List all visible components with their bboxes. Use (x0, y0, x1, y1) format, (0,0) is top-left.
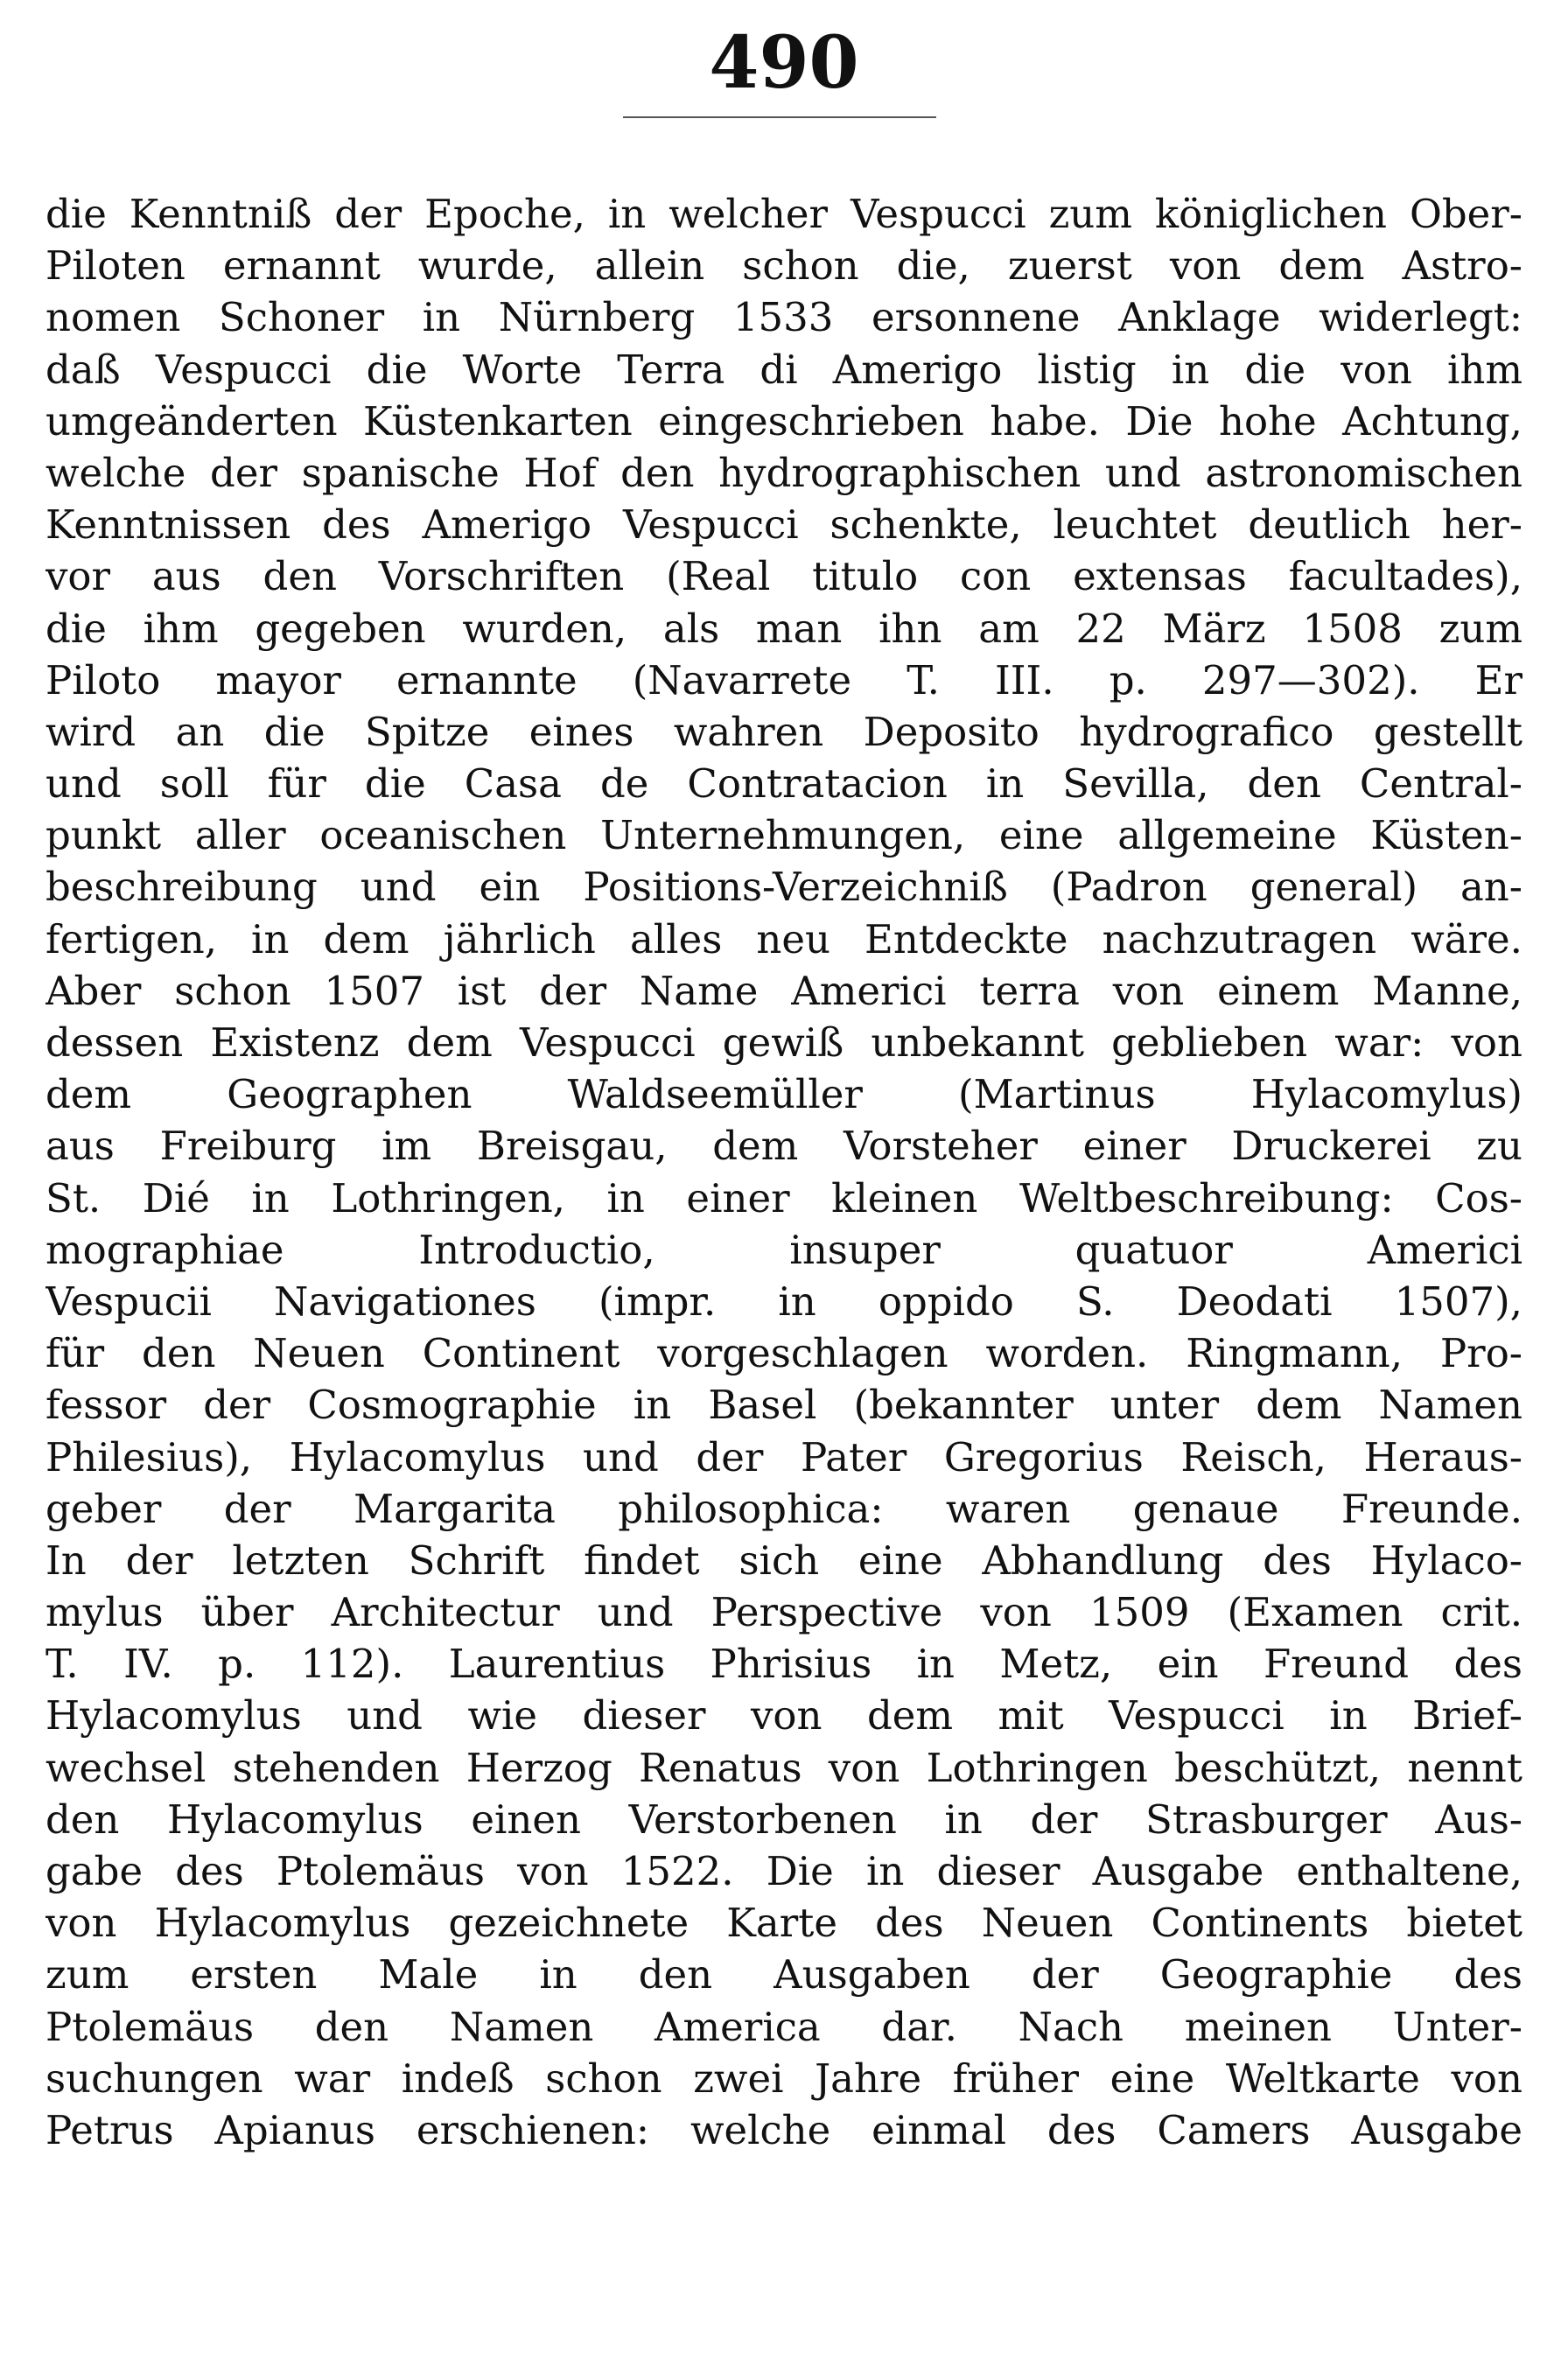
text-line: In der letzten Schrift findet sich eine Abhandlung des Hylaco- (46, 1536, 1522, 1584)
text-line: Petrus Apianus erschienen: welche einmal des Camers Ausgabe (46, 2106, 1522, 2153)
text-line: dessen Existenz dem Vespucci gewiß unbekannt geblieben war: von (46, 1019, 1522, 1066)
text-line: gabe des Ptolemäus von 1522. Die in dieser Ausgabe enthaltene, (46, 1848, 1522, 1894)
text-line: wechsel stehenden Herzog Renatus von Lothringen beschützt, nennt (46, 1744, 1522, 1791)
text-line: welche der spanische Hof den hydrographischen und astronomischen (46, 449, 1522, 496)
text-line: fertigen, in dem jährlich alles neu Entdeckte nachzutragen wäre. (46, 915, 1522, 962)
text-line: für den Neuen Continent vorgeschlagen worden. Ringmann, Pro- (46, 1330, 1522, 1377)
text-line: dem Geographen Waldseemüller (Martinus Hylacomylus) (46, 1071, 1522, 1118)
text-line: nomen Schoner in Nürnberg 1533 ersonnene Anklage widerlegt: (46, 294, 1522, 341)
text-line: Kenntnissen des Amerigo Vespucci schenkte, leuchtet deutlich her- (46, 501, 1522, 549)
text-line: suchungen war indeß schon zwei Jahre früher eine Weltkarte von (46, 2054, 1522, 2102)
text-line: zum ersten Male in den Ausgaben der Geographie des (46, 1951, 1522, 1998)
text-line: St. Dié in Lothringen, in einer kleinen Weltbeschreibung: Cos- (46, 1174, 1522, 1222)
page-number: 490 (709, 21, 859, 105)
text-line: mylus über Architectur und Perspective von 1509 (Examen crit. (46, 1589, 1522, 1636)
text-line: aus Freiburg im Breisgau, dem Vorsteher einer Druckerei zu (46, 1123, 1522, 1170)
text-line: Hylacomylus und wie dieser von dem mit Vespucci in Brief- (46, 1692, 1522, 1740)
text-line: beschreibung und ein Positions-Verzeichniß (Padron general) an- (46, 864, 1522, 911)
text-line: mographiae Introductio, insuper quatuor Americi (46, 1226, 1522, 1273)
text-line: Philesius), Hylacomylus und der Pater Gregorius Reisch, Heraus- (46, 1433, 1522, 1480)
body-text (46, 188, 1522, 2156)
text-line: die Kenntniß der Epoche, in welcher Vespucci zum königlichen Ober- (46, 191, 1522, 237)
text-line: daß Vespucci die Worte Terra di Amerigo listig in die von ihm (46, 346, 1522, 393)
text-line: wird an die Spitze eines wahren Deposito hydrografico gestellt (46, 708, 1522, 755)
text-line: und soll für die Casa de Contratacion in Sevilla, den Central- (46, 760, 1522, 808)
text-line: punkt aller oceanischen Unternehmungen, eine allgemeine Küsten- (46, 812, 1522, 859)
header-rule (623, 116, 936, 118)
text-line: Vespucii Navigationes (impr. in oppido S. Deodati 1507), (46, 1278, 1522, 1325)
text-line: von Hylacomylus gezeichnete Karte des Neuen Continents bietet (46, 1900, 1522, 1947)
text-line: die ihm gegeben wurden, als man ihn am 22 März 1508 zum (46, 605, 1522, 652)
text-line: Ptolemäus den Namen America dar. Nach meinen Unter- (46, 2003, 1522, 2050)
text-line: T. IV. p. 112). Laurentius Phrisius in Metz, ein Freund des (46, 1641, 1522, 1688)
text-line: fessor der Cosmographie in Basel (bekannter unter dem Namen (46, 1382, 1522, 1429)
text-line: umgeänderten Küstenkarten eingeschrieben habe. Die hohe Achtung, (46, 397, 1522, 444)
text-line: den Hylacomylus einen Verstorbenen in der Strasburger Aus- (46, 1796, 1522, 1843)
text-line: geber der Margarita philosophica: waren genaue Freunde. (46, 1485, 1522, 1532)
text-line: Piloto mayor ernannte (Navarrete T. III. p. 297—302). Er (46, 656, 1522, 704)
text-line: Piloten ernannt wurde, allein schon die, zuerst von dem Astro- (46, 242, 1522, 290)
text-line: Aber schon 1507 ist der Name Americi terra von einem Manne, (46, 967, 1522, 1014)
text-line: vor aus den Vorschriften (Real titulo con extensas facultades), (46, 553, 1522, 600)
